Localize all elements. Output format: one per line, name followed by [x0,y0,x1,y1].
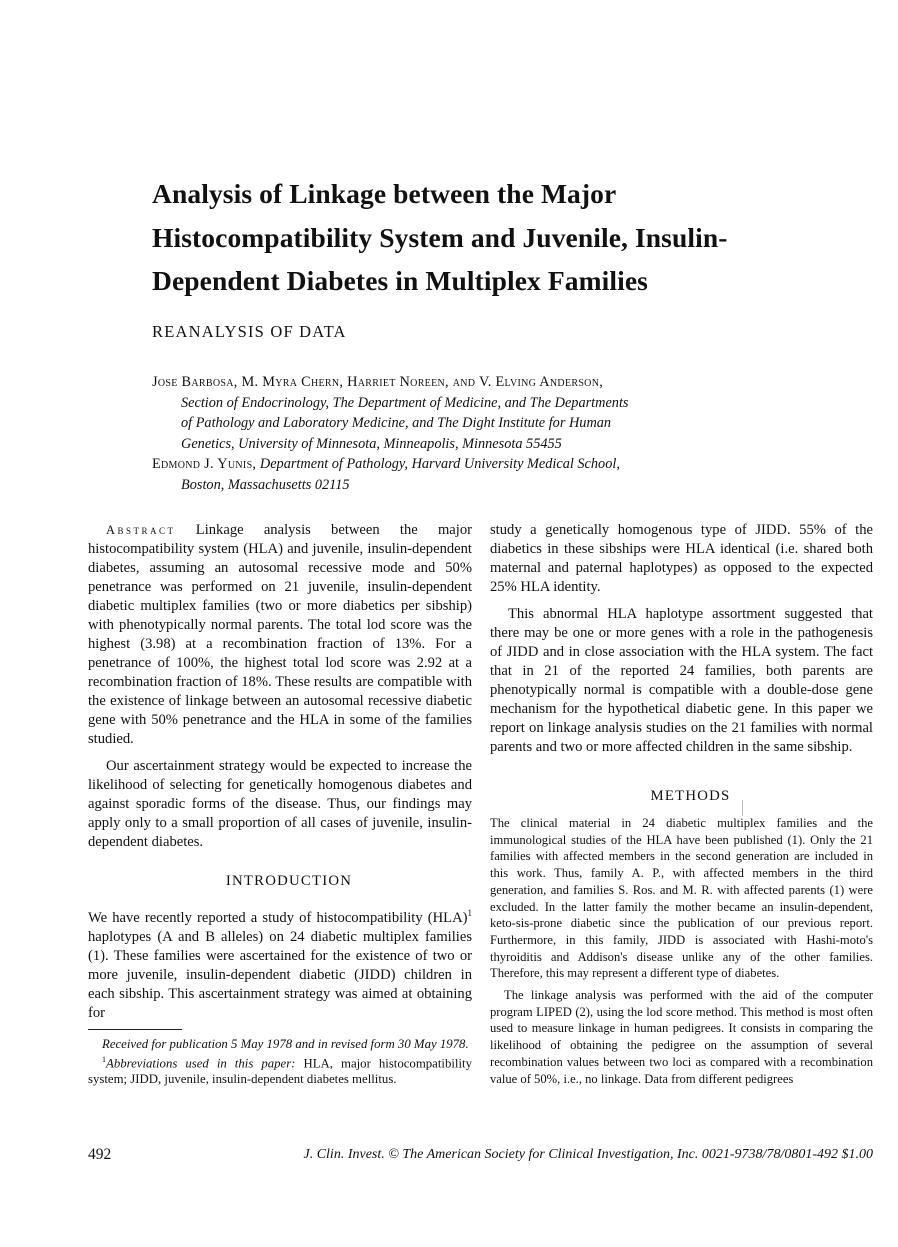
affiliation-line: Genetics, University of Minnesota, Minneapolis, Minnesota 55455 [181,435,562,452]
methods-heading: METHODS [650,788,731,804]
author-block [152,372,802,495]
intro-paragraph-2: This abnormal HLA haplotype assortment suggested that there may be one or more genes with a role in the pathogenesis of JIDD and in close association with the HLA system. The fact that in 21 of the reported 24 families, both parents are phenotypically normal is compatible with a double-dose gene mechanism for the hypothetical diabetic gene. In this paper we report on linkage analysis studies on the 21 families with normal parents and two or more affected children in the same sibship. [490,606,873,755]
author-line [152,454,802,475]
author-line: Jose Barbosa, M. Myra Chern, Harriet Noreen, and V. Elving Anderson, [152,374,604,390]
intro-paragraph-continued: study a genetically homogenous type of JIDD. 55% of the diabetics in these sibships were HLA identical (i.e. shared both maternal and paternal haplotypes) as opposed to the expected 25% HLA identity. [490,522,873,595]
abstract-paragraph-2: Our ascertainment strategy would be expected to increase the likelihood of selecting for genetically homogenous diabetes and against sporadic forms of the disease. Thus, our findings may apply only to a small proportion of all cases of juvenile, insulin-dependent diabetes. [88,758,472,850]
article-subtitle: REANALYSIS OF DATA [152,322,347,341]
abbreviation-note [88,1052,472,1087]
intro-text-a: We have recently reported a study of histocompatibility (HLA) [88,909,468,926]
methods-paragraph: The clinical material in 24 diabetic multiplex families and the immunological studies of the HLA have been published (1). Only the 21 families with affected members in the second generation are included in this work. Thus, family A. P., with affected members in the third generation, and families S. Ros. and M. R. with affected parents (1) were excluded. In the latter family the mother became an insulin-dependent, keto-sis-prone diabetic since the publication of our previous report. Furthermore, in this family, JIDD is associated with Hashi-moto's thyroiditis and Addison's disease unlike any of the other families. Therefore, this may represent a different type of diabetes. [490,816,873,981]
right-column [490,521,873,1087]
footnote-number: 1 [102,1054,106,1064]
title-line: Analysis of Linkage between the Major [152,178,617,209]
abbreviation-label: Abbreviations used in this paper: [106,1056,296,1071]
affiliation-text: Department of Pathology, Harvard University Medical School, [259,456,620,472]
affiliation-line: of Pathology and Laboratory Medicine, and The Dight Institute for Human [181,415,612,431]
title-line: Histocompatibility System and Juvenile, Insulin- [152,221,728,253]
journal-citation: J. Clin. Invest. © The American Society for Clinical Investigation, Inc. 0021-9738/78/0801-492 $1.00 [303,1147,873,1162]
affiliation-line: Section of Endocrinology, The Department of Medicine, and The Departments [181,394,629,411]
methods-paragraph-2: The linkage analysis was performed with the aid of the computer program LIPED (2), using the lod score method. This method is most often used to measure linkage in human pedigrees. It consists in comparing the likelihood of obtaining the pedigree on the assumption of several recombination values between two loci as compared with a recombination value of 50%, i.e., no linkage. Data from different pedigrees [490,988,873,1086]
abbreviation-text: HLA, major histocompatibility system; JIDD, juvenile, insulin-dependent diabetes mellitus. [88,1056,472,1087]
methods-body [490,815,873,1087]
received-note: Received for publication 5 May 1978 and in revised form 30 May 1978. [102,1036,469,1051]
footnotes [88,1036,472,1087]
intro-paragraph [88,904,472,1023]
introduction-heading: INTRODUCTION [225,873,353,889]
abstract-label: Abstract [106,523,176,537]
abstract-paragraph [88,521,472,749]
footnote-marker: 1 [467,908,472,918]
left-column [88,521,472,1087]
article-title [152,172,812,303]
title-line: Dependent Diabetes in Multiplex Families [152,265,648,296]
page-number: 492 [88,1146,112,1163]
affiliation-line: Boston, Massachusetts 02115 [181,476,350,493]
author-name: Edmond J. Yunis, [152,456,257,472]
intro-text-b: haplotypes (A and B alleles) on 24 diabetic multiplex families (1). These families were ascertained for the existence of two or more juvenile, insulin-dependent diabetic (JIDD) children in each sibship. This ascertainment strategy was aimed at obtaining for [88,928,472,1021]
abstract-text: Linkage analysis between the major histocompatibility system (HLA) and juvenile, insulin-dependent diabetes, assuming an autosomal recessive mode and 50% penetrance was performed on 21 juvenile, insulin-dependent diabetic multiplex families (two or more diabetics per sibship) with phenotypically normal parents. The total lod score was the highest (3.98) at a recombination fraction of 13%. For a penetrance of 100%, the highest total lod score was 2.92 at a recombination fraction of 18%. These results are compatible with the existence of linkage between an autosomal recessive diabetic gene with 50% penetrance and the HLA in some of the families studied. [88,522,472,747]
footnote-divider [88,1029,182,1030]
margin-mark [742,800,743,816]
